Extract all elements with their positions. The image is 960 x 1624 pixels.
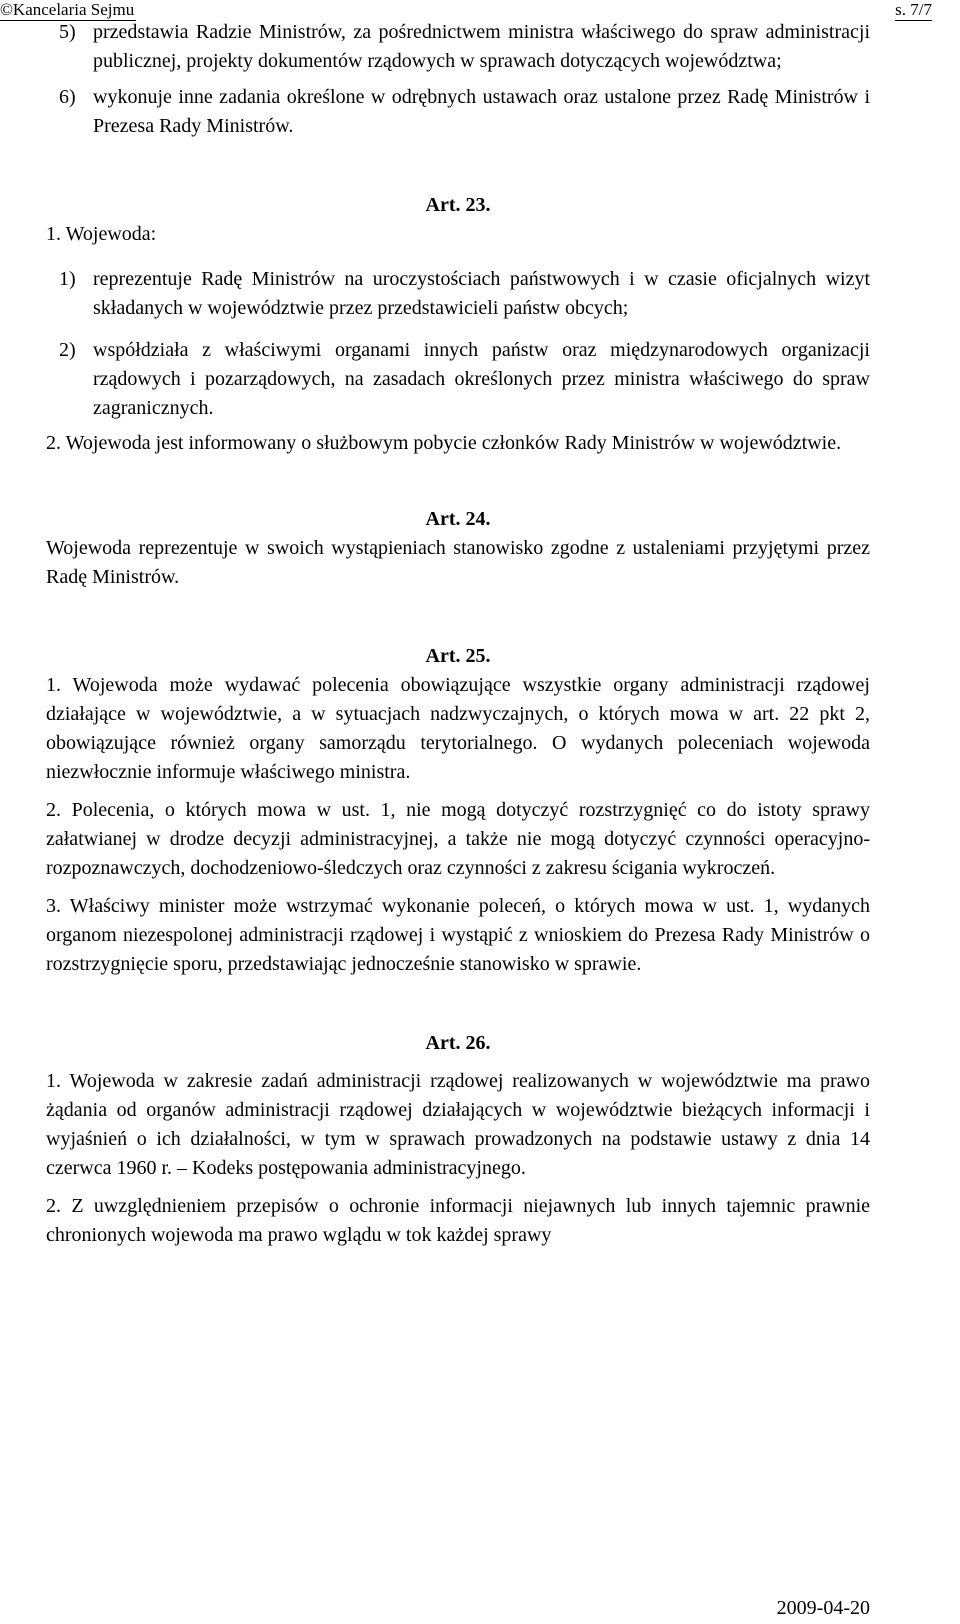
item-number: 5): [59, 21, 76, 43]
intro-item-6: [46, 83, 870, 141]
item-text: reprezentuje Radę Ministrów na uroczystościach państwowych i w czasie oficjalnych wizyt składanych w województwie przez przedstawicieli państw obcych;: [93, 268, 870, 319]
item-number: 1): [59, 268, 76, 290]
article-23-item-1: [46, 265, 870, 323]
footer-date: 2009-04-20: [776, 1597, 870, 1619]
article-25-paragraph-3: 3. Właściwy minister może wstrzymać wykonanie poleceń, o których mowa w ust. 1, wydanych organom niezespolonej administracji rządowej i wystąpić z wnioskiem do Prezesa Rady Ministrów o rozstrzygnięcie sporu, przedstawiając jednocześnie stanowisko w sprawie.: [46, 895, 870, 975]
item-text: współdziała z właściwymi organami innych państw oraz międzynarodowych organizacji rządowych i pozarządowych, na zasadach określonych przez ministra właściwego do spraw zagranicznych.: [93, 339, 870, 419]
item-number: 6): [59, 86, 76, 108]
item-text: przedstawia Radzie Ministrów, za pośrednictwem ministra właściwego do spraw administracji publicznej, projekty dokumentów rządowych w sprawach dotyczących województwa;: [93, 21, 870, 72]
article-24-text: Wojewoda reprezentuje w swoich wystąpieniach stanowisko zgodne z ustaleniami przyjętymi przez Radę Ministrów.: [46, 537, 870, 588]
article-23-paragraph-1-lead: 1. Wojewoda:: [46, 223, 157, 245]
article-26-paragraph-1: 1. Wojewoda w zakresie zadań administracji rządowej realizowanych w województwie ma prawo żądania od organów administracji rządowej działających w województwie bieżących informacji i wyjaśnień o ich działalności, w tym w sprawach prowadzonych na podstawie ustawy z dnia 14 czerwca 1960 r. – Kodeks postępowania administracyjnego.: [46, 1070, 870, 1179]
item-number: 2): [59, 339, 76, 361]
intro-item-5: [46, 18, 870, 76]
article-25-heading: Art. 25.: [425, 645, 491, 667]
article-26-paragraph-2: 2. Z uwzględnieniem przepisów o ochronie informacji niejawnych lub innych tajemnic prawnie chronionych wojewoda ma prawo wglądu w tok każdej sprawy: [46, 1195, 870, 1246]
article-23-paragraph-2: 2. Wojewoda jest informowany o służbowym pobycie członków Rady Ministrów w województwie.: [46, 432, 842, 454]
item-text: wykonuje inne zadania określone w odrębnych ustawach oraz ustalone przez Radę Ministrów i Prezesa Rady Ministrów.: [93, 86, 870, 137]
article-25-paragraph-2: 2. Polecenia, o których mowa w ust. 1, nie mogą dotyczyć rozstrzygnięć co do istoty sprawy załatwianej w drodze decyzji administracyjnej, a także nie mogą dotyczyć czynności operacyjno-rozpoznawczych, dochodzeniowo-śledczych oraz czynności z zakresu ścigania wykroczeń.: [46, 799, 870, 879]
header-source: ©Kancelaria Sejmu: [0, 0, 135, 19]
article-23-item-2: [46, 336, 870, 423]
document-body: [46, 18, 870, 1250]
article-24-heading: Art. 24.: [425, 508, 491, 530]
article-26-heading: Art. 26.: [425, 1032, 491, 1054]
header-page-number: s. 7/7: [895, 0, 932, 19]
article-25-paragraph-1: 1. Wojewoda może wydawać polecenia obowiązujące wszystkie organy administracji rządowej działające w województwie, a w sytuacjach nadzwyczajnych, o których mowa w art. 22 pkt 2, obowiązujące również organy samorządu terytorialnego. O wydanych poleceniach wojewoda niezwłocznie informuje właściwego ministra.: [46, 674, 870, 783]
article-23-heading: Art. 23.: [425, 194, 491, 216]
